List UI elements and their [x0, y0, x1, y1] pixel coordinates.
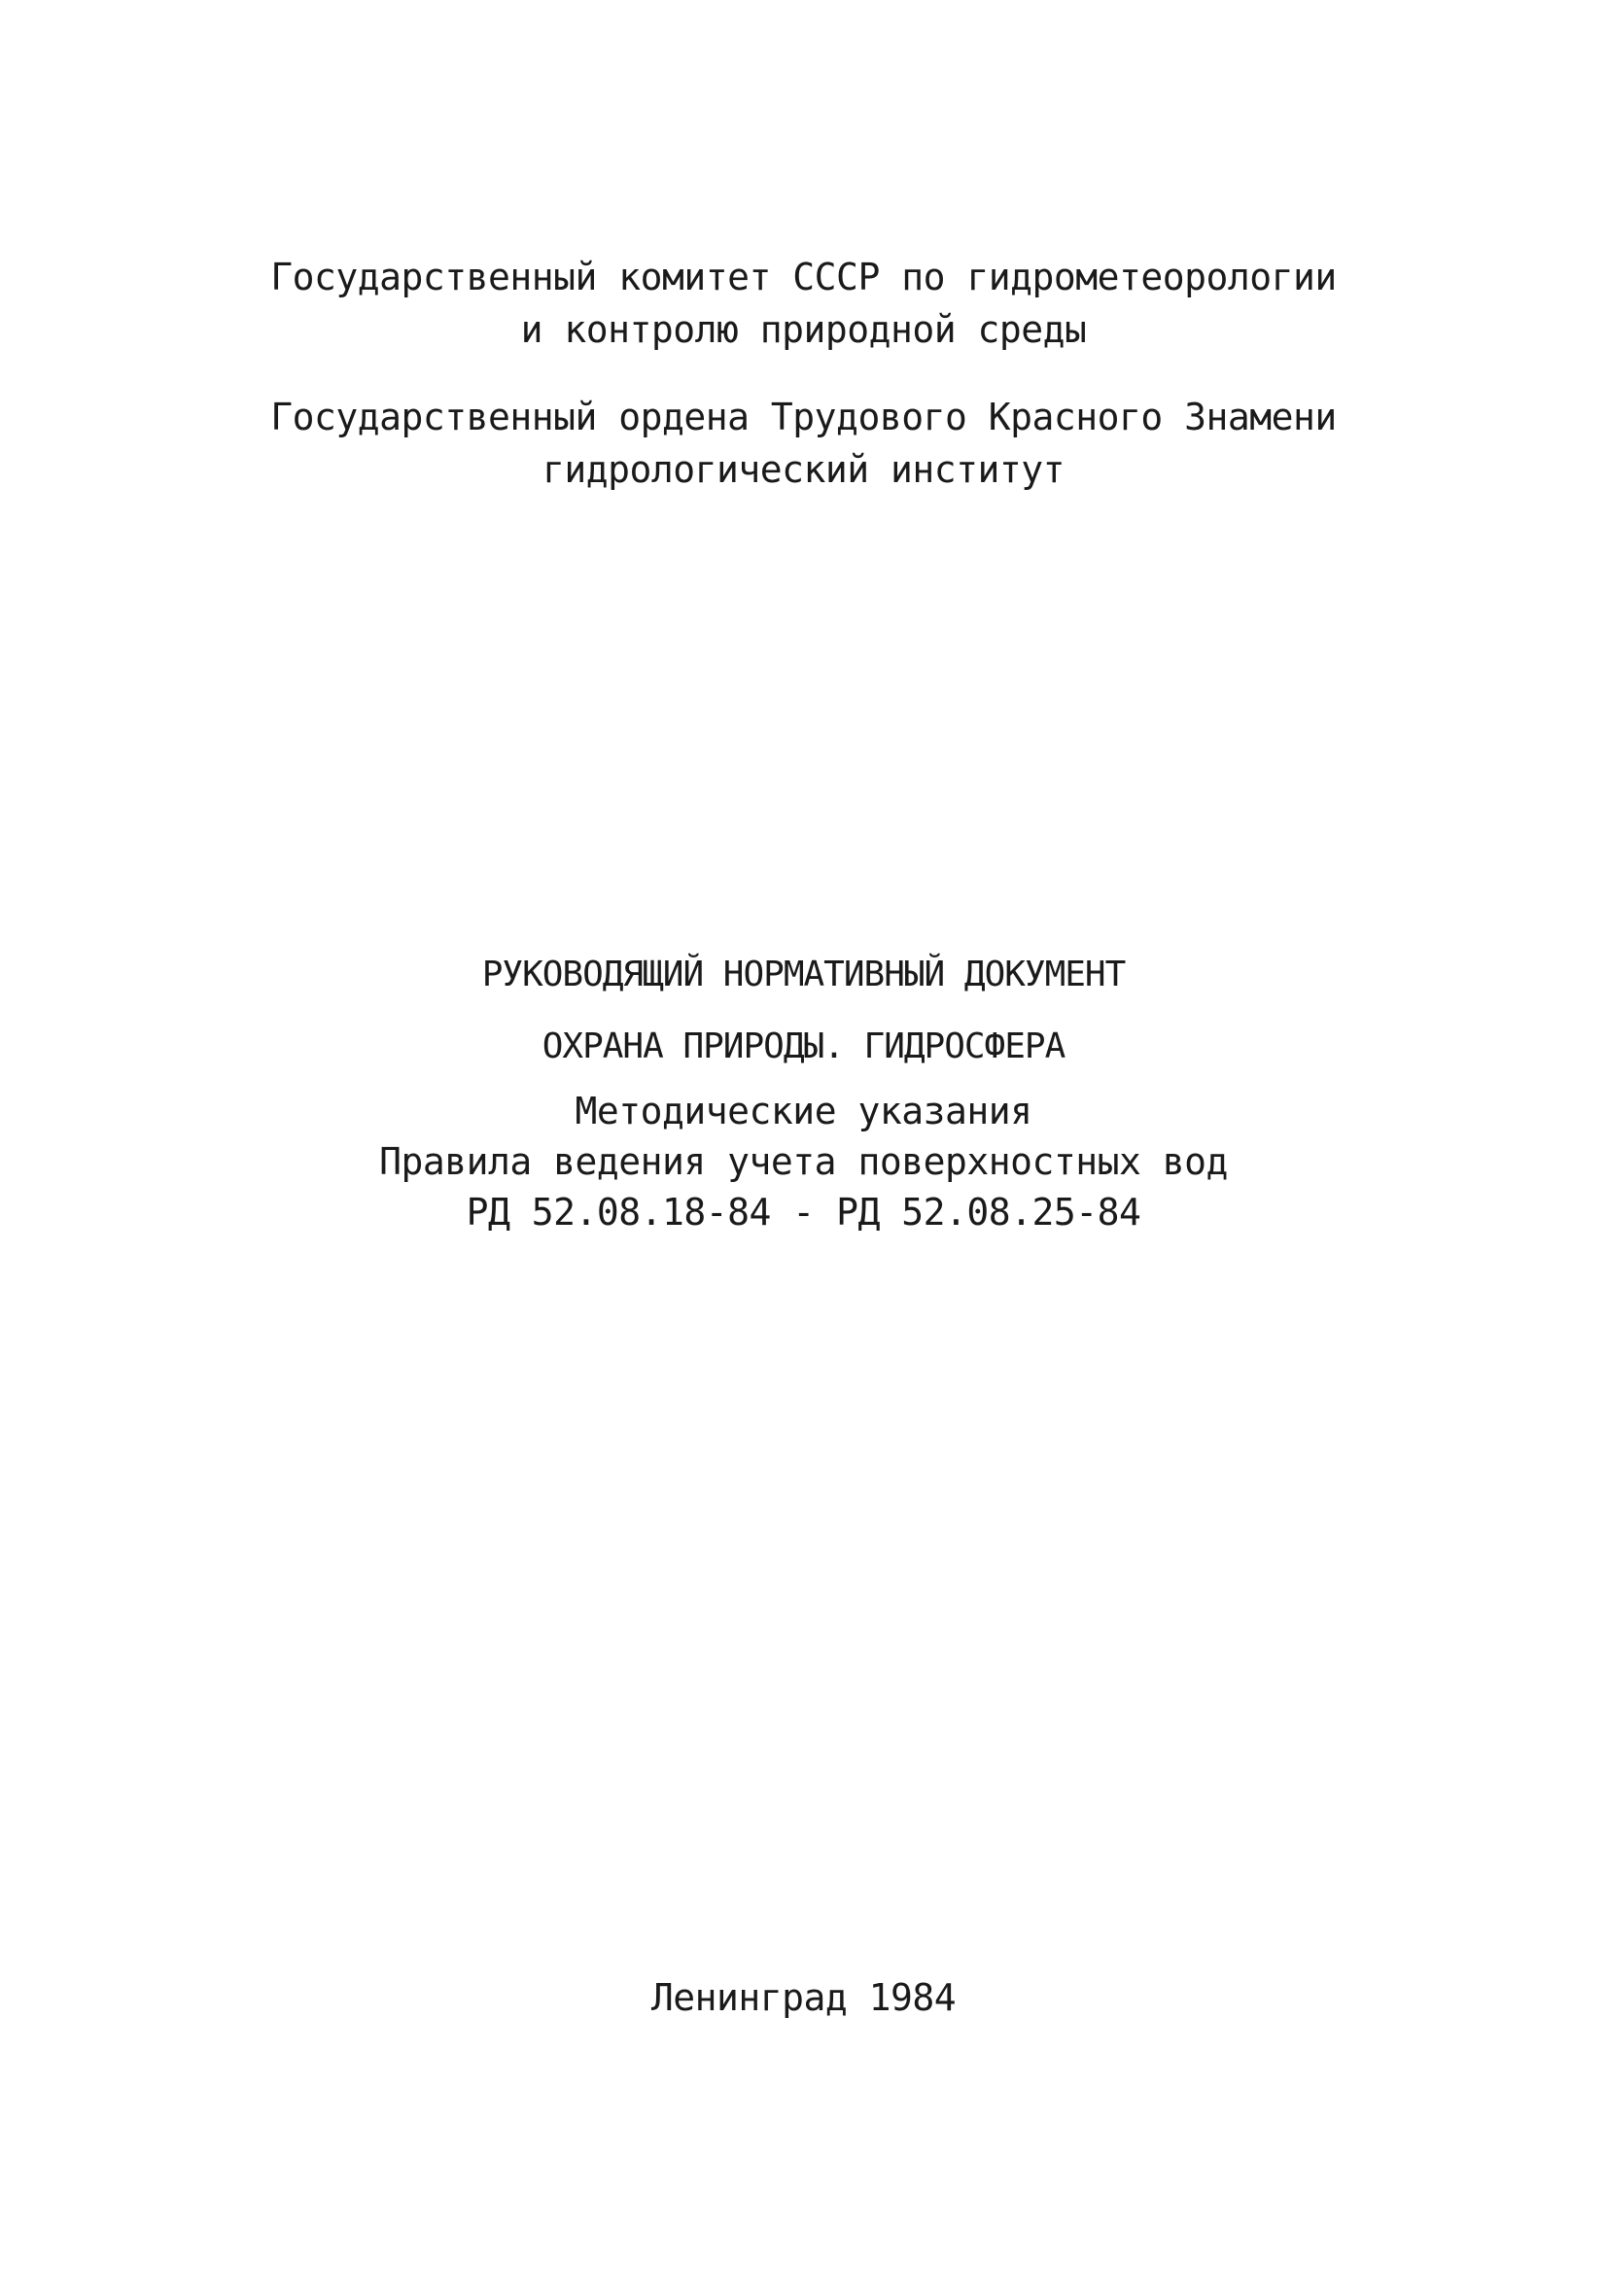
place-and-year: Ленинград 1984 [650, 1976, 957, 2019]
document-kind: Методические указания [575, 1090, 1032, 1132]
committee-name-line1: Государственный комитет СССР по гидрометеорологии [270, 256, 1337, 298]
document-subject-heading: ОХРАНА ПРИРОДЫ. ГИДРОСФЕРА [541, 1026, 1066, 1066]
institute-name-line2: гидрологический институт [541, 448, 1066, 491]
committee-name-line2: и контролю природной среды [520, 308, 1087, 351]
document-title: Правила ведения учета поверхностных вод [379, 1140, 1228, 1183]
institute-name-line1: Государственный ордена Трудового Красного Знамени [270, 396, 1337, 438]
document-type-heading: РУКОВОДЯЩИЙ НОРМАТИВНЫЙ ДОКУМЕНТ [481, 955, 1126, 994]
document-codes: РД 52.08.18-84 - РД 52.08.25-84 [466, 1191, 1141, 1234]
